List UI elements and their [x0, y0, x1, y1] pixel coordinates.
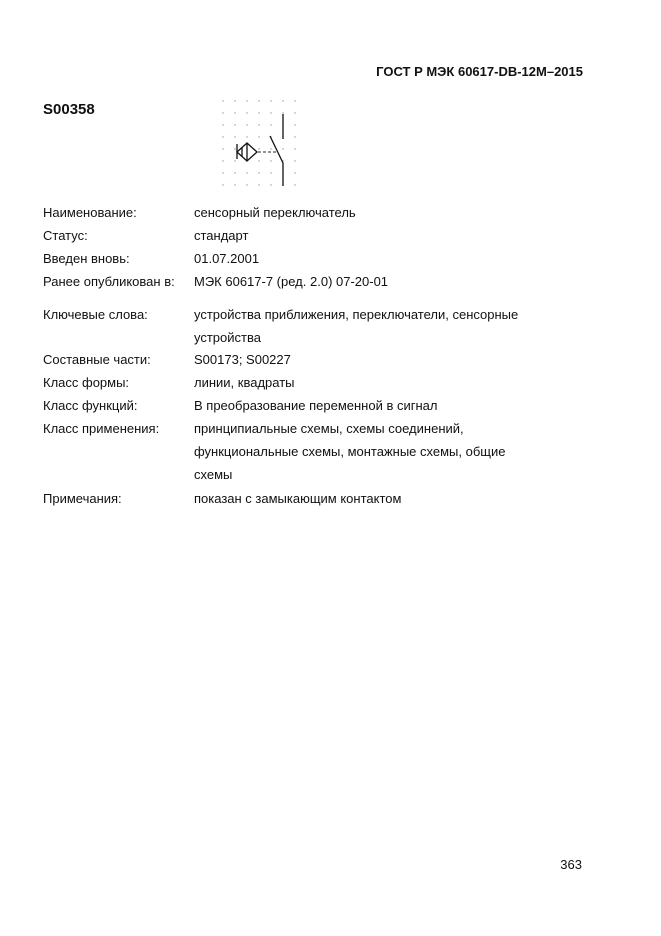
grid-dot — [234, 112, 235, 113]
grid-dot — [282, 148, 283, 149]
grid-dot — [234, 160, 235, 161]
grid-dot — [222, 100, 223, 101]
grid-dot — [234, 184, 235, 185]
field-value: показан с замыкающим контактом — [194, 491, 402, 506]
field-row — [43, 247, 534, 270]
grid-dot — [222, 124, 223, 125]
grid-dot — [294, 136, 295, 137]
grid-dot — [222, 184, 223, 185]
grid-dot — [222, 148, 223, 149]
grid-dot — [294, 160, 295, 161]
field-row — [43, 371, 534, 394]
proximity-switch-icon — [215, 95, 305, 195]
grid-dot — [258, 160, 259, 161]
grid-dot — [234, 136, 235, 137]
field-label: Наименование: — [43, 205, 137, 220]
field-label: Класс формы: — [43, 375, 130, 390]
grid-dot — [270, 148, 271, 149]
grid-dot — [258, 124, 259, 125]
field-row — [43, 417, 534, 486]
field-value: принципиальные схемы, схемы соединений, функциональные схемы, монтажные схемы, общие схемы — [194, 421, 506, 482]
grid-dot — [234, 100, 235, 101]
field-row — [43, 303, 534, 349]
symbol-code: S00358 — [43, 101, 95, 118]
grid-dot — [294, 100, 295, 101]
grid-dot — [294, 112, 295, 113]
grid-dot — [258, 172, 259, 173]
grid-dot — [270, 184, 271, 185]
field-row — [43, 224, 534, 247]
field-label: Класс функций: — [43, 398, 138, 413]
field-row — [43, 394, 534, 417]
field-value: линии, квадраты — [194, 375, 295, 390]
grid-dot — [222, 136, 223, 137]
field-row — [43, 487, 534, 510]
grid-dot — [282, 112, 283, 113]
grid-dot — [246, 172, 247, 173]
field-label: Класс применения: — [43, 421, 160, 436]
grid-dot — [234, 172, 235, 173]
document-header: ГОСТ Р МЭК 60617-DB-12M–2015 — [376, 64, 583, 79]
grid-dot — [222, 172, 223, 173]
field-value: МЭК 60617-7 (ред. 2.0) 07-20-01 — [194, 274, 389, 289]
grid-dot — [294, 148, 295, 149]
grid-dot — [270, 160, 271, 161]
field-row — [43, 270, 534, 293]
grid-dot — [246, 184, 247, 185]
grid-dot — [246, 136, 247, 137]
grid-dot — [258, 112, 259, 113]
field-label: Составные части: — [43, 352, 151, 367]
grid-dot — [258, 148, 259, 149]
grid-dot — [258, 184, 259, 185]
grid-dot — [270, 124, 271, 125]
grid-dot — [294, 124, 295, 125]
grid-dot — [258, 136, 259, 137]
grid-dot — [222, 112, 223, 113]
grid-dot — [294, 184, 295, 185]
field-row — [43, 348, 534, 371]
page-number: 363 — [560, 857, 582, 872]
field-label: Статус: — [43, 228, 88, 243]
grid-dot — [246, 124, 247, 125]
grid-dot — [234, 124, 235, 125]
field-label: Ключевые слова: — [43, 307, 148, 322]
grid-dot — [294, 172, 295, 173]
grid-dot — [270, 112, 271, 113]
field-value: S00173; S00227 — [194, 352, 291, 367]
field-row — [43, 201, 534, 224]
grid-dot — [270, 100, 271, 101]
field-value: сенсорный переключатель — [194, 205, 356, 220]
field-value: 01.07.2001 — [194, 251, 260, 266]
field-label: Введен вновь: — [43, 251, 130, 266]
field-label: Ранее опубликован в: — [43, 274, 175, 289]
grid-dot — [258, 100, 259, 101]
grid-dot — [246, 100, 247, 101]
grid-dot — [234, 148, 235, 149]
grid-dot — [270, 172, 271, 173]
field-value: устройства приближения, переключатели, сенсорные устройства — [194, 307, 519, 345]
grid-dot — [246, 112, 247, 113]
grid-dot — [282, 100, 283, 101]
field-value: В преобразование переменной в сигнал — [194, 398, 438, 413]
field-label: Примечания: — [43, 491, 122, 506]
grid-dot — [222, 160, 223, 161]
field-value: стандарт — [194, 228, 249, 243]
